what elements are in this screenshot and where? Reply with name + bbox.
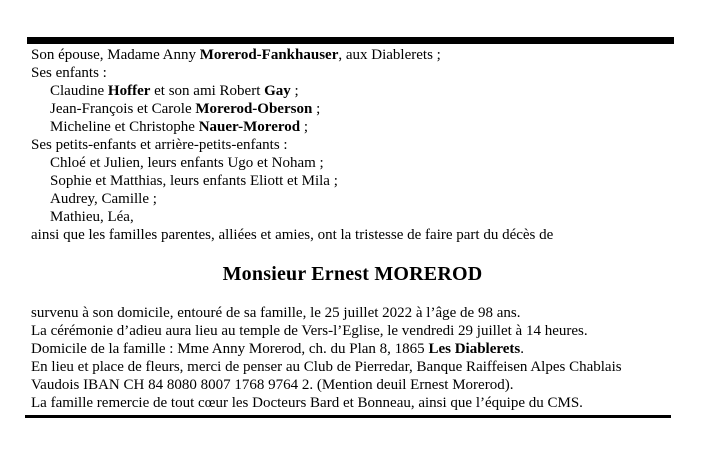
text-run: Ses petits-enfants et arrière-petits-enfants : bbox=[31, 137, 288, 153]
emphasized-name: Morerod-Fankhauser bbox=[199, 47, 339, 63]
text-run: survenu à son domicile, entouré de sa famille, le 25 juillet 2022 à l’âge de 98 ans. bbox=[31, 305, 521, 321]
notice-line bbox=[31, 304, 691, 322]
text-run: Micheline et Christophe bbox=[50, 119, 199, 135]
text-run: La famille remercie de tout cœur les Docteurs Bard et Bonneau, ainsi que l’équipe du CMS. bbox=[31, 395, 583, 411]
notice-line bbox=[31, 172, 681, 190]
text-run: ; bbox=[300, 119, 309, 135]
text-run: En lieu et place de fleurs, merci de penser au Club de Pierredar, Banque Raiffeisen Alpes Chablais bbox=[31, 359, 622, 375]
emphasized-name: Les Diablerets bbox=[428, 341, 521, 357]
text-run: Claudine bbox=[50, 83, 108, 99]
notice-line bbox=[31, 208, 681, 226]
text-run: Domicile de la famille : Mme Anny Morerod, ch. du Plan 8, 1865 bbox=[31, 341, 429, 357]
bottom-rule-divider bbox=[25, 415, 671, 418]
text-run: Jean-François et Carole bbox=[50, 101, 196, 117]
emphasized-name: Morerod-Oberson bbox=[195, 101, 313, 117]
family-intro-section bbox=[31, 46, 681, 244]
notice-line bbox=[31, 100, 681, 118]
notice-line bbox=[31, 340, 691, 358]
text-run: et son ami Robert bbox=[150, 83, 265, 99]
text-run: Audrey, Camille ; bbox=[50, 191, 157, 207]
text-run: ainsi que les familles parentes, alliées et amies, ont la tristesse de faire part du décès de bbox=[31, 227, 554, 243]
emphasized-name: Hoffer bbox=[107, 83, 151, 99]
notice-line bbox=[31, 64, 681, 82]
notice-line bbox=[31, 46, 681, 64]
emphasized-name: Nauer-Morerod bbox=[198, 119, 301, 135]
notice-line bbox=[31, 226, 681, 244]
ceremony-details-section bbox=[31, 304, 691, 412]
notice-line bbox=[31, 82, 681, 100]
text-run: Ses enfants : bbox=[31, 65, 107, 81]
notice-line bbox=[31, 118, 681, 136]
text-run: Mathieu, Léa, bbox=[50, 209, 134, 225]
top-rule-divider bbox=[27, 37, 674, 44]
text-run: , aux Diablerets ; bbox=[338, 47, 441, 63]
notice-line bbox=[31, 154, 681, 172]
notice-line bbox=[31, 322, 691, 340]
text-run: La cérémonie d’adieu aura lieu au temple de Vers-l’Eglise, le vendredi 29 juillet à 14 heures. bbox=[31, 323, 588, 339]
deceased-name-title: Monsieur Ernest MOREROD bbox=[222, 263, 483, 285]
text-run: ; bbox=[290, 83, 299, 99]
text-run: Chloé et Julien, leurs enfants Ugo et Noham ; bbox=[50, 155, 324, 171]
notice-line bbox=[31, 394, 691, 412]
notice-line bbox=[31, 358, 691, 376]
notice-line bbox=[31, 136, 681, 154]
text-run: Son épouse, Madame Anny bbox=[31, 47, 200, 63]
text-run: Vaudois IBAN CH 84 8080 8007 1768 9764 2. (Mention deuil Ernest Morerod). bbox=[31, 377, 514, 393]
text-run: Sophie et Matthias, leurs enfants Eliott et Mila ; bbox=[50, 173, 338, 189]
notice-line bbox=[31, 376, 691, 394]
emphasized-name: Gay bbox=[264, 83, 291, 99]
text-run: ; bbox=[312, 101, 321, 117]
notice-line bbox=[31, 190, 681, 208]
text-run: . bbox=[520, 341, 524, 357]
